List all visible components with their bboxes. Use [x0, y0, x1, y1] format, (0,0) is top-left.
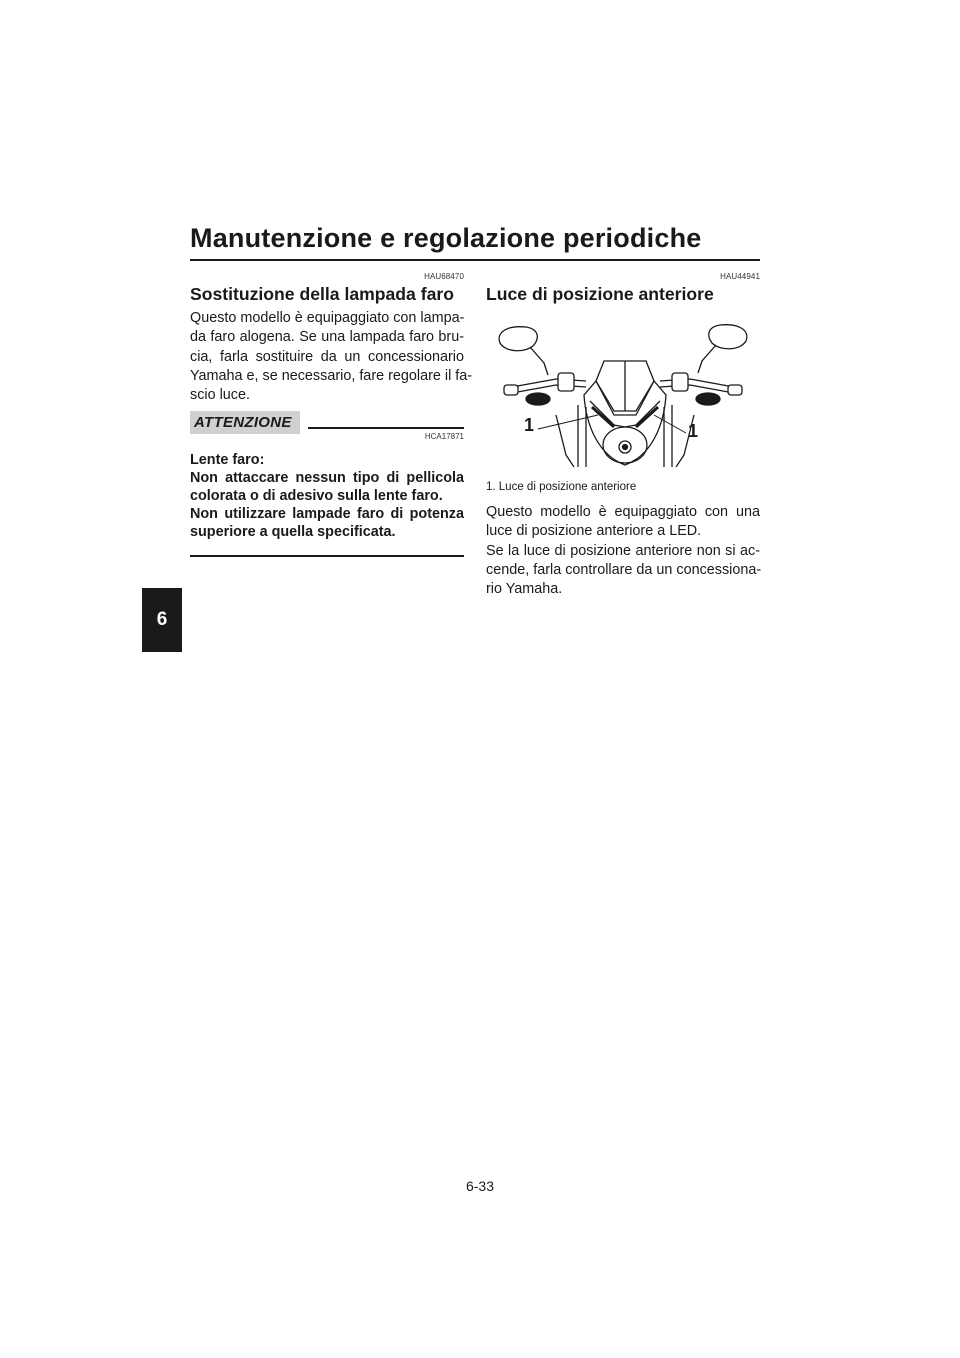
section-body: [190, 309, 473, 405]
body-line: Yamaha e, se necessario, fare regolare il fa-: [190, 367, 473, 384]
caution-top-rule: [308, 427, 464, 429]
left-column: [190, 272, 473, 557]
section-body: [486, 503, 760, 599]
motorcycle-front-illustration: [486, 315, 760, 467]
section-code: HAU44941: [720, 272, 760, 281]
section-heading: Luce di posizione anteriore: [486, 284, 714, 304]
caution-code: HCA17871: [424, 432, 464, 442]
motorcycle-front-drawing: [486, 315, 760, 467]
caution-text: [190, 451, 464, 541]
page-title: Manutenzione e regolazione periodiche: [190, 223, 702, 253]
figure-caption: 1. Luce di posizione anteriore: [486, 481, 637, 493]
section-heading: Sostituzione della lampada faro: [190, 284, 454, 304]
chapter-tab: 6: [142, 588, 182, 652]
body-line: cia, farla sostituire da un concessionario: [190, 348, 464, 365]
page-number: 6-33: [465, 1178, 495, 1194]
body-line: luce di posizione anteriore a LED.: [486, 523, 702, 540]
body-line: Se la luce di posizione anteriore non si ac-: [486, 542, 760, 559]
callout-1-right: 1: [688, 421, 699, 441]
body-line: Questo modello è equipaggiato con una: [486, 504, 760, 520]
body-line: Questo modello è equipaggiato con lampa-: [190, 310, 465, 326]
caution-line: colorata o di adesivo sulla lente faro.: [190, 488, 443, 505]
body-line: scio luce.: [190, 387, 250, 404]
caution-label: ATTENZIONE: [190, 411, 300, 434]
caution-box: [190, 411, 464, 557]
section-code: HAU68470: [424, 272, 464, 281]
right-column: [486, 272, 760, 599]
title-rule: [190, 259, 760, 261]
callout-1-left: 1: [524, 415, 535, 435]
body-line: da faro alogena. Se una lampada faro bru-: [190, 329, 464, 346]
caution-bottom-rule: [190, 555, 464, 557]
caution-line: Non utilizzare lampade faro di potenza: [190, 506, 464, 523]
body-line: rio Yamaha.: [486, 581, 563, 598]
body-line: cende, farla controllare da un concessiona-: [486, 561, 762, 578]
caution-line: Lente faro:: [190, 452, 265, 469]
caution-line: Non attaccare nessun tipo di pellicola: [190, 470, 464, 487]
caution-line: superiore a quella specificata.: [190, 524, 396, 541]
